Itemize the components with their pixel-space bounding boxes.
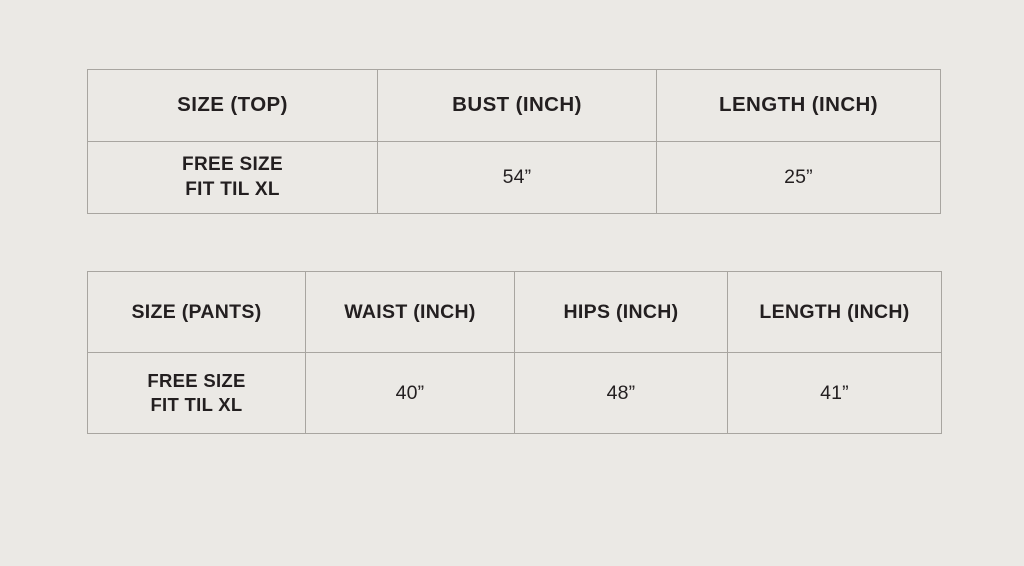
size-line-1: FREE SIZE — [147, 370, 246, 392]
header-cell-hips: HIPS (INCH) — [515, 272, 728, 353]
size-line-2: FIT TIL XL — [150, 394, 243, 415]
header-cell-size-top: SIZE (TOP) — [88, 70, 378, 142]
header-cell-length: LENGTH (INCH) — [657, 70, 941, 142]
size-table-top — [87, 69, 941, 214]
table-row — [88, 353, 942, 434]
cell-length-value: 25” — [657, 142, 941, 214]
cell-waist-value: 40” — [306, 353, 515, 434]
header-cell-length: LENGTH (INCH) — [728, 272, 942, 353]
table-header-row — [88, 272, 942, 353]
header-cell-bust: BUST (INCH) — [378, 70, 657, 142]
header-cell-size-pants: SIZE (PANTS) — [88, 272, 306, 353]
cell-hips-value: 48” — [515, 353, 728, 434]
cell-bust-value: 54” — [378, 142, 657, 214]
size-line-1: FREE SIZE — [182, 154, 283, 176]
header-cell-waist: WAIST (INCH) — [306, 272, 515, 353]
table-row — [88, 142, 941, 214]
cell-size-value — [88, 142, 378, 214]
size-table-pants — [87, 271, 942, 434]
cell-size-value — [88, 353, 306, 434]
table-header-row — [88, 70, 941, 142]
cell-length-value: 41” — [728, 353, 942, 434]
size-line-2: FIT TIL XL — [185, 178, 280, 200]
